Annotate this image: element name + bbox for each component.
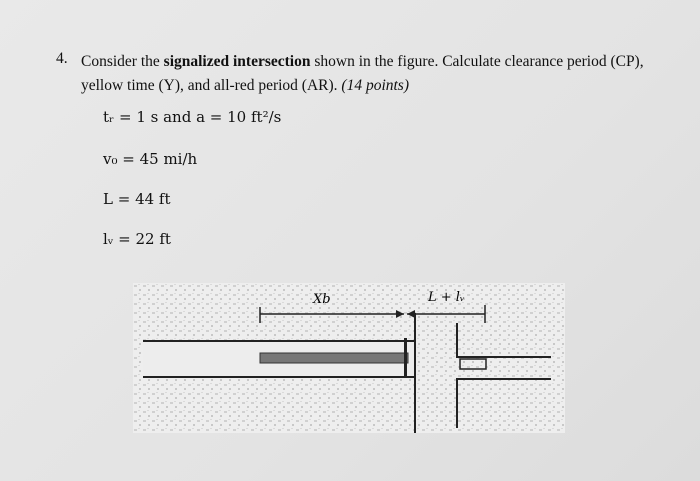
question-intro: Consider the — [81, 53, 164, 70]
crossroad-left-edge — [414, 313, 416, 433]
given-approach-speed: v₀ = 45 mi/h — [103, 150, 198, 168]
question-points: (14 points) — [341, 77, 409, 94]
crossroad-right-edge-bottom — [456, 378, 458, 428]
road-bottom-edge — [143, 376, 415, 378]
xb-label: Xb — [313, 292, 331, 307]
right-road-bottom-edge — [456, 378, 551, 380]
crossroad-right-edge-top — [456, 323, 458, 358]
given-intersection-width: L = 44 ft — [103, 190, 171, 208]
vehicle-bar — [260, 353, 408, 363]
question-text — [81, 50, 661, 98]
question-number: 4. — [56, 50, 68, 67]
llv-label: L + lᵥ — [428, 290, 465, 305]
question-bold-phrase: signalized intersection — [163, 53, 311, 70]
stop-line — [404, 338, 407, 378]
given-vehicle-length: lᵥ = 22 ft — [103, 230, 171, 248]
road-top-edge — [143, 340, 415, 342]
right-road-top-edge — [456, 356, 551, 358]
given-reaction-decel: tᵣ = 1 s and a = 10 ft²/s — [103, 108, 282, 126]
intersection-figure — [133, 283, 565, 433]
question-middle: shown in the figure. Calculate clearance period (CP), yellow time (Y), and all-red period (AR). — [81, 53, 644, 94]
